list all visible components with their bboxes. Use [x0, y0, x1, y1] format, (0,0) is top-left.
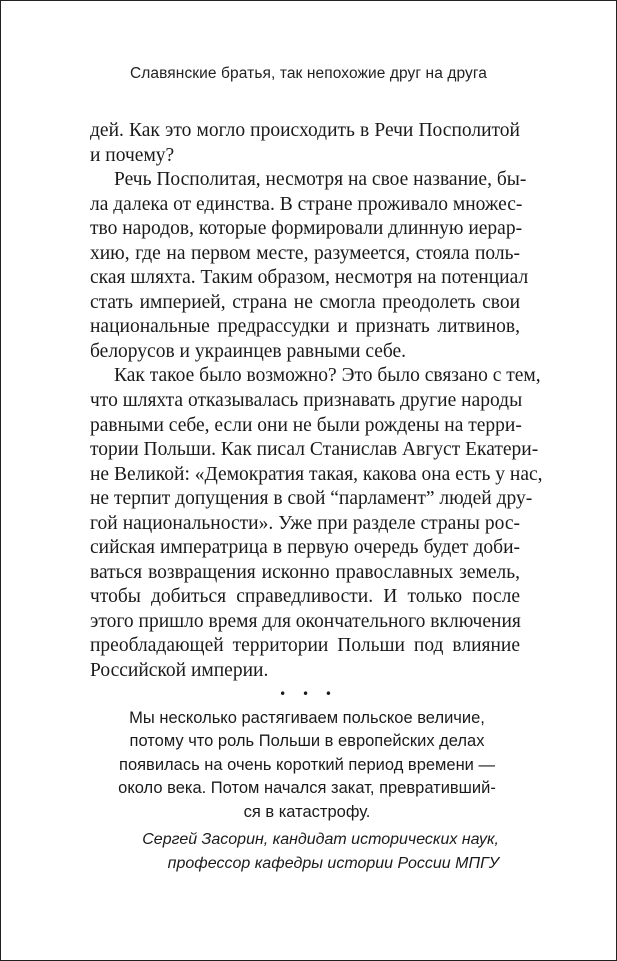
- attribution-line: Сергей Засорин, кандидат исторических наук,: [142, 831, 499, 848]
- text-line: гой национальности». Уже при разделе страны рос-: [90, 512, 520, 534]
- text-line: не Великой: «Демократия такая, какова она есть у нас,: [90, 463, 543, 485]
- text-line: что шляхта отказывалась признавать другие народы: [90, 390, 523, 412]
- text-line: чтобы добиться справедливости. И только после: [90, 586, 520, 608]
- quote-line: потому что роль Польши в европейских делах: [129, 732, 485, 751]
- text-line: ская шляхта. Таким образом, несмотря на потенциал: [90, 267, 529, 289]
- text-line: Российской империи.: [90, 660, 269, 682]
- quote-block: [95, 707, 519, 824]
- main-text: [90, 119, 543, 684]
- text-line: равными себе, если они не были рождены на терри-: [90, 414, 522, 436]
- text-line: стать империей, страна не смогла преодолеть свои: [90, 291, 520, 313]
- text-line: не терпит допущения в свой “парламент” людей дру-: [90, 488, 533, 510]
- text-line: преобладающей территории Польши под влияние: [90, 635, 520, 657]
- paragraph-2: [90, 168, 529, 364]
- quote-line: около века. Потом начался закат, превративший-: [118, 779, 496, 798]
- text-line: тории Польши. Как писал Станислав Август Екатери-: [90, 439, 539, 461]
- text-line: национальные предрассудки и признать литвинов,: [90, 316, 520, 338]
- running-header: Славянские братья, так непохожие друг на друга: [129, 65, 488, 82]
- text-line: тво народов, которые формировали длинную иерар-: [90, 218, 523, 240]
- paragraph-3: [90, 364, 543, 683]
- text-line: и почему?: [90, 144, 175, 166]
- quote-attribution: [142, 828, 499, 875]
- text-line: дей. Как это могло происходить в Речи Посполитой: [90, 120, 520, 141]
- quote-line: появилась на очень короткий период времени —: [119, 755, 495, 774]
- text-line: ла далека от единства. В стране проживало множес-: [90, 193, 523, 215]
- quote-line: ся в катастрофу.: [243, 802, 371, 821]
- section-separator: • • •: [279, 687, 338, 701]
- text-line: ваться возвращения исконно православных земель,: [90, 561, 520, 583]
- quote-line: Мы несколько растягиваем польское величие,: [129, 709, 485, 727]
- attribution-line: профессор кафедры истории России МПГУ: [167, 854, 499, 872]
- text-line: Как такое было возможно? Это было связано с тем,: [114, 365, 541, 387]
- text-line: белорусов и украинцев равными себе.: [90, 340, 407, 362]
- text-line: Речь Посполитая, несмотря на свое название, бы-: [114, 169, 527, 191]
- text-line: этого пришло время для окончательного включения: [90, 610, 521, 632]
- text-line: хию, где на первом месте, разумеется, стояла поль-: [90, 242, 520, 264]
- text-line: сийская императрица в первую очередь будет доби-: [90, 537, 520, 559]
- paragraph-1: [90, 119, 520, 168]
